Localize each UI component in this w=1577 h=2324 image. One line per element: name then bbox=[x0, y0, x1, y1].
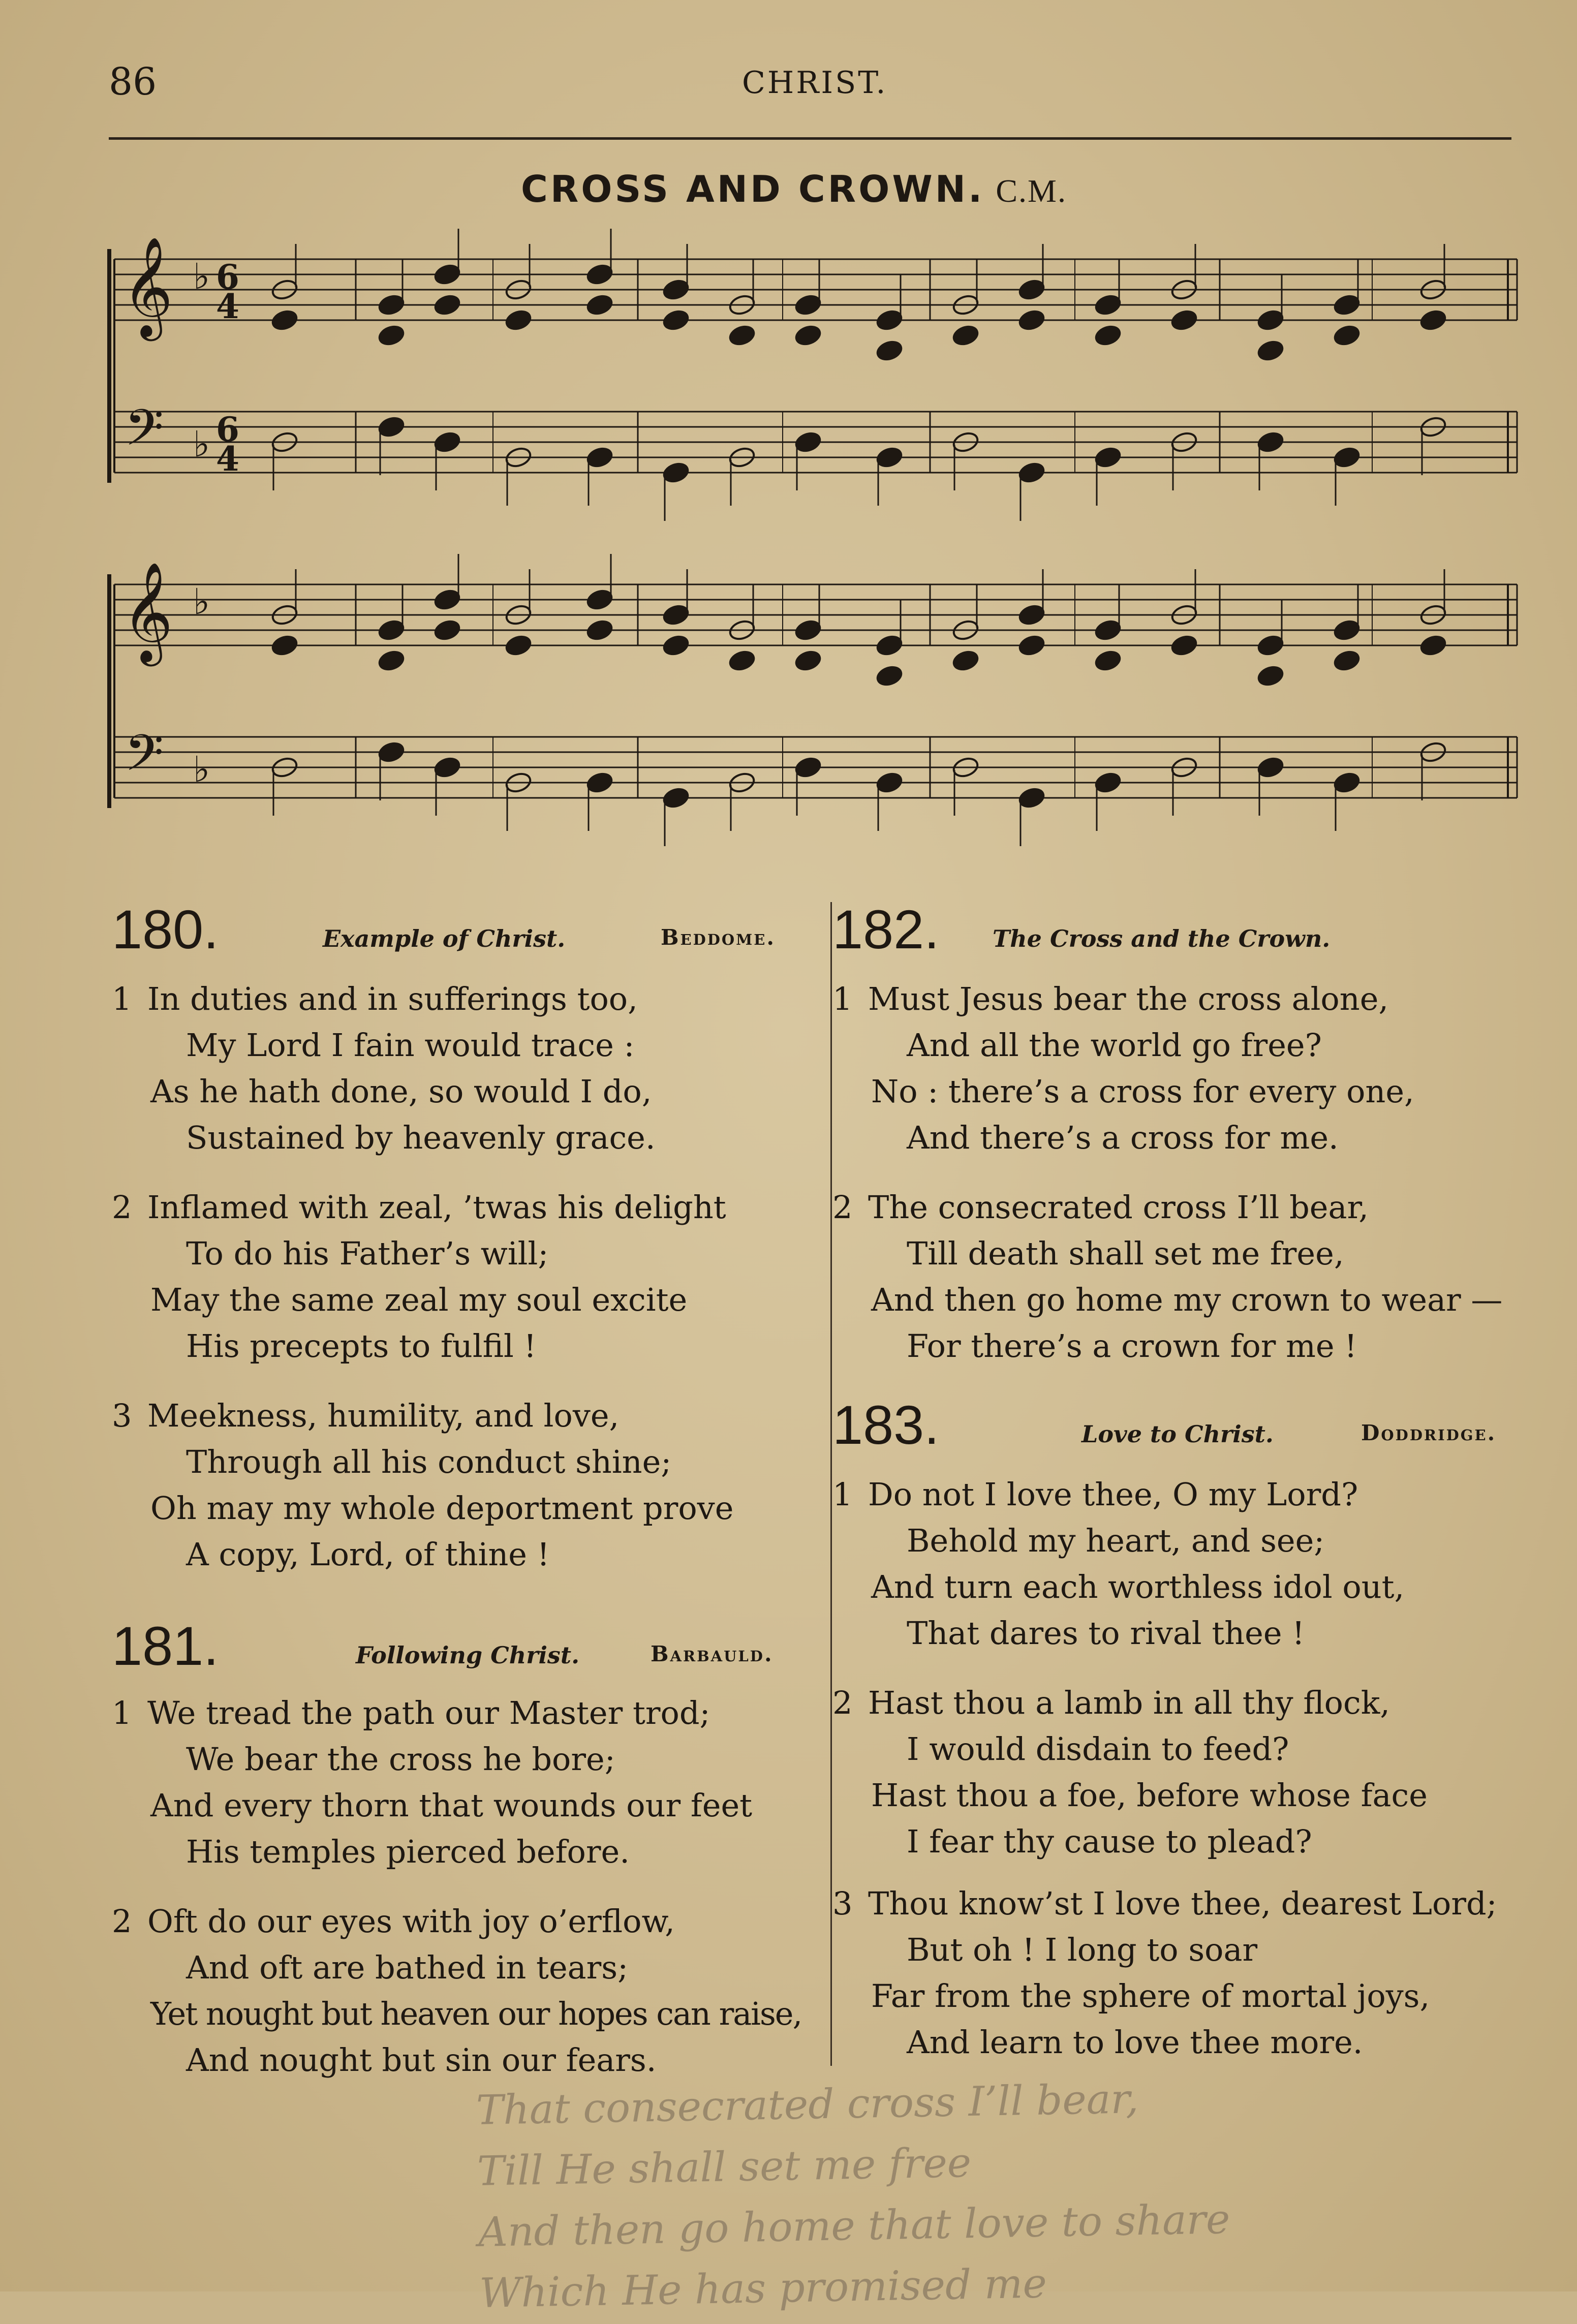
note-head bbox=[377, 618, 406, 642]
note-head bbox=[1094, 618, 1122, 642]
note-head bbox=[794, 649, 822, 672]
hymn-number: 181. bbox=[112, 1615, 219, 1677]
note-head bbox=[1094, 293, 1122, 317]
tune-meter: C.M. bbox=[996, 173, 1067, 209]
note-head bbox=[433, 430, 461, 454]
note-head bbox=[504, 634, 533, 657]
music-score bbox=[0, 0, 1577, 874]
note-head bbox=[1333, 324, 1361, 347]
note-head bbox=[794, 293, 822, 317]
time-signature: 6 bbox=[216, 410, 239, 449]
key-flat: ♭ bbox=[193, 581, 210, 623]
note-head bbox=[585, 446, 614, 469]
bass-clef: 𝄢 bbox=[125, 724, 164, 795]
hymn-183 bbox=[832, 1394, 1554, 2068]
hymn-subtitle: The Cross and the Crown. bbox=[993, 925, 1331, 952]
note-head bbox=[875, 339, 904, 362]
tune-name: CROSS AND CROWN. bbox=[521, 168, 985, 210]
handwritten-note: That consecrated cross I’ll bear, Till He shall set me free And then go home that love to share Which He has promised me bbox=[476, 2075, 1231, 2317]
note-head bbox=[794, 430, 822, 454]
note-head bbox=[875, 664, 904, 688]
note-head bbox=[377, 293, 406, 317]
note-head bbox=[875, 771, 904, 794]
note-head bbox=[794, 756, 822, 779]
note-head bbox=[662, 786, 690, 810]
key-flat: ♭ bbox=[193, 256, 210, 297]
stanza: 3 Meekness, humility, and love, Through all his conduct shine; Oh may my whole deportment prove A copy, Lord, of thine ! bbox=[112, 1397, 734, 1573]
note-head bbox=[1094, 649, 1122, 672]
hymn-subtitle: Example of Christ. bbox=[323, 925, 566, 952]
note-head bbox=[433, 263, 461, 286]
note-head bbox=[1170, 308, 1198, 332]
stanza: 1 We tread the path our Master trod; We bear the cross he bore; And every thorn that wounds our feet His temples pierced before. bbox=[112, 1694, 753, 1870]
note-head bbox=[585, 588, 614, 611]
note-head bbox=[1419, 634, 1447, 657]
note-head bbox=[1017, 461, 1046, 484]
note-head bbox=[377, 649, 406, 672]
note-head bbox=[1170, 634, 1198, 657]
note-head bbox=[1256, 430, 1285, 454]
key-flat: ♭ bbox=[193, 423, 210, 465]
treble-clef: 𝄞 bbox=[122, 236, 173, 337]
note-head bbox=[662, 634, 690, 657]
note-head bbox=[794, 324, 822, 347]
note-head bbox=[504, 308, 533, 332]
note-head bbox=[1333, 771, 1361, 794]
note-head bbox=[1333, 618, 1361, 642]
note-head bbox=[951, 649, 980, 672]
stanza: 1 Must Jesus bear the cross alone, And all the world go free? No : there’s a cross for every one, And there’s a cross for me. bbox=[832, 980, 1414, 1156]
stanza: 2 Inflamed with zeal, ’twas his delight To do his Father’s will; May the same zeal my soul excite His precepts to fulfil ! bbox=[112, 1189, 726, 1365]
section-title: CHRIST. bbox=[742, 65, 888, 101]
note-head bbox=[662, 461, 690, 484]
note-head bbox=[951, 324, 980, 347]
hymn-number: 180. bbox=[112, 898, 219, 960]
note-head bbox=[662, 603, 690, 627]
note-head bbox=[377, 740, 406, 764]
note-head bbox=[1256, 339, 1285, 362]
note-head bbox=[1256, 756, 1285, 779]
note-head bbox=[662, 308, 690, 332]
note-head bbox=[585, 293, 614, 317]
stanza: 1 In duties and in sufferings too, My Lord I fain would trace : As he hath done, so would I do, Sustained by heavenly grace. bbox=[112, 980, 656, 1156]
hymn-number: 182. bbox=[832, 898, 940, 960]
note-head bbox=[1094, 324, 1122, 347]
note-head bbox=[875, 308, 904, 332]
bass-clef: 𝄢 bbox=[125, 399, 164, 470]
note-head bbox=[1256, 634, 1285, 657]
note-head bbox=[1094, 446, 1122, 469]
note-head bbox=[1419, 308, 1447, 332]
time-signature: 6 bbox=[216, 257, 239, 297]
hymn-number: 183. bbox=[832, 1394, 940, 1455]
note-head bbox=[728, 649, 756, 672]
note-head bbox=[1017, 278, 1046, 301]
note-head bbox=[1256, 664, 1285, 688]
note-head bbox=[377, 324, 406, 347]
hymn-author: Doddridge. bbox=[1361, 1420, 1497, 1445]
note-head bbox=[875, 446, 904, 469]
note-head bbox=[1017, 603, 1046, 627]
stanza: 2 Oft do our eyes with joy o’erflow, And oft are bathed in tears; Yet nought but heaven our hopes can raise, And nought but sin our fears. bbox=[112, 1903, 802, 2079]
note-head bbox=[1017, 786, 1046, 810]
time-signature: 4 bbox=[216, 287, 239, 326]
key-flat: ♭ bbox=[193, 749, 210, 790]
note-head bbox=[433, 618, 461, 642]
note-head bbox=[728, 324, 756, 347]
stanza: 2 The consecrated cross I’ll bear, Till death shall set me free, And then go home my crown to wear — For there’s a crown for me ! bbox=[832, 1189, 1503, 1365]
note-head bbox=[270, 634, 299, 657]
page-number: 86 bbox=[109, 60, 157, 104]
hymn-182 bbox=[832, 898, 1544, 1390]
hymn-subtitle: Love to Christ. bbox=[1081, 1420, 1274, 1448]
note-head bbox=[1333, 293, 1361, 317]
note-head bbox=[1256, 308, 1285, 332]
hymn-author: Beddome. bbox=[661, 925, 776, 950]
note-head bbox=[1333, 649, 1361, 672]
note-head bbox=[433, 756, 461, 779]
note-head bbox=[1094, 771, 1122, 794]
hymn-subtitle: Following Christ. bbox=[356, 1641, 580, 1669]
note-head bbox=[585, 618, 614, 642]
hymn-author: Barbauld. bbox=[651, 1641, 774, 1666]
stanza: 3 Thou know’st I love thee, dearest Lord; But oh ! I long to soar Far from the sphere of mortal joys, And learn to love thee more. bbox=[832, 1885, 1497, 2061]
note-head bbox=[433, 293, 461, 317]
note-head bbox=[1017, 634, 1046, 657]
note-head bbox=[794, 618, 822, 642]
stanza: 1 Do not I love thee, O my Lord? Behold my heart, and see; And turn each worthless idol out, That dares to rival thee ! bbox=[832, 1476, 1405, 1652]
stanza: 2 Hast thou a lamb in all thy flock, I would disdain to feed? Hast thou a foe, before whose face I fear thy cause to plead? bbox=[832, 1684, 1428, 1860]
hymn-180 bbox=[112, 898, 813, 1573]
time-signature: 4 bbox=[216, 439, 239, 479]
note-head bbox=[662, 278, 690, 301]
note-head bbox=[270, 308, 299, 332]
note-head bbox=[875, 634, 904, 657]
note-head bbox=[585, 263, 614, 286]
note-head bbox=[1017, 308, 1046, 332]
note-head bbox=[377, 415, 406, 439]
treble-clef: 𝄞 bbox=[122, 562, 173, 662]
note-head bbox=[433, 588, 461, 611]
note-head bbox=[585, 771, 614, 794]
column-rule bbox=[830, 902, 832, 2066]
note-head bbox=[1333, 446, 1361, 469]
hymn-181 bbox=[112, 1615, 823, 2079]
